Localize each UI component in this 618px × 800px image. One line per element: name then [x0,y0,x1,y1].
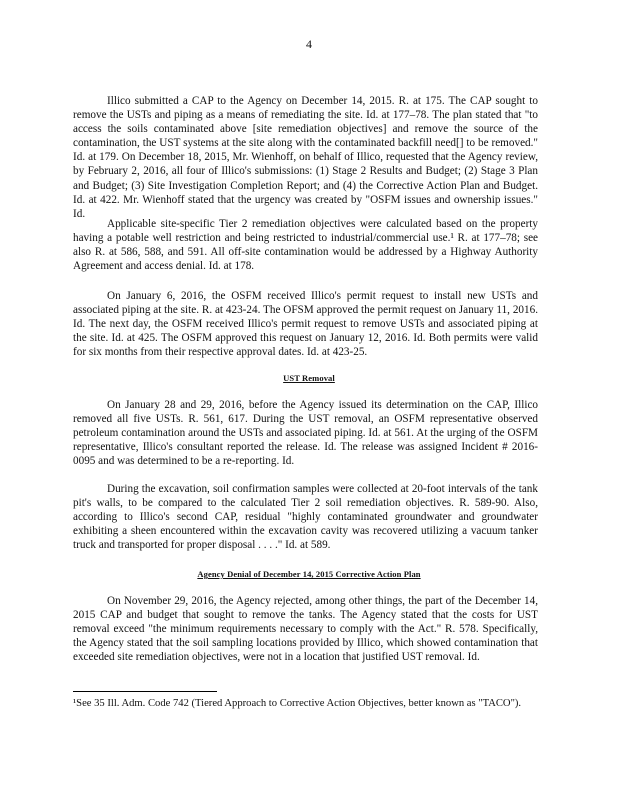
heading-agency-denial: Agency Denial of December 14, 2015 Corrective Action Plan [197,569,421,579]
paragraph-cap-submission: Illico submitted a CAP to the Agency on December 14, 2015. R. at 175. The CAP sought to remove the USTs and piping as a means of remediating the site. Id. at 177–78. The plan stated that "to access the soils contaminated above [site remediation objectives] and remove the source of the contamination, the UST systems at the site along with the contaminated backfill need[] to be removed." Id. at 179. On December 18, 2015, Mr. Wienhoff, on behalf of Illico, requested that the Agency review, by February 2, 2016, all four of Illico's submissions: (1) Stage 2 Results and Budget; (2) Stage 3 Plan and Budget; (3) Site Investigation Completion Report; and (4) the Corrective Action Plan and Budget. Id. at 422. Mr. Wienhoff stated that the urgency was created by "OSFM issues and ownership issues." Id. [73,95,538,220]
paragraph-permits: On January 6, 2016, the OSFM received Illico's permit request to install new USTs and associated piping at the site. R. at 423-24. The OFSM approved the permit request on January 11, 2016. Id. The next day, the OSFM received Illico's permit request to remove USTs and associated piping at the site. Id. at 425. The OSFM approved this request on January 12, 2016. Id. Both permits were valid for six months from their respective approval dates. Id. at 423-25. [73,290,538,359]
footnote: ¹See 35 Ill. Adm. Code 742 (Tiered Approach to Corrective Action Objectives, better known as "TACO"). [73,698,522,709]
paragraph-remediation-objectives: Applicable site-specific Tier 2 remediation objectives were calculated based on the property having a potable well restriction and being restricted to industrial/commercial use.¹ R. at 177–78; see also R. at 586, 588, and 591. All off-site contamination would be addressed by a Highway Authority Agreement and access denial. Id. at 178. [73,218,538,273]
heading-ust-removal: UST Removal [283,373,335,383]
paragraph-excavation: During the excavation, soil confirmation samples were collected at 20-foot intervals of the tank pit's walls, to be compared to the calculated Tier 2 soil remediation objectives. R. 589-90. Also, according to Illico's second CAP, residual "highly contaminated groundwater and groundwater exhibiting a sheen encountered within the excavation cavity was recovered utilizing a vacuum tanker truck and transported for proper disposal . . . ." Id. at 589. [73,483,538,552]
paragraph-agency-rejection: On November 29, 2016, the Agency rejected, among other things, the part of the December 14, 2015 CAP and budget that sought to remove the tanks. The Agency stated that the costs for UST removal exceed "the minimum requirements necessary to comply with the Act." R. 578. Specifically, the Agency stated that the soil sampling locations provided by Illico, which showed contamination that exceeded site remediation objectives, were not in a location that justified UST removal. Id. [73,595,538,664]
footnote-rule [73,691,217,692]
paragraph-ust-removal: On January 28 and 29, 2016, before the Agency issued its determination on the CAP, Illico removed all five USTs. R. 561, 617. During the UST removal, an OSFM representative observed petroleum contamination around the USTs and associated piping. Id. at 561. At the urging of the OSFM representative, Illico's consultant reported the release. Id. The release was assigned Incident # 2016-0095 and was determined to be a re-reporting. Id. [73,399,538,468]
page-number: 4 [306,37,312,51]
